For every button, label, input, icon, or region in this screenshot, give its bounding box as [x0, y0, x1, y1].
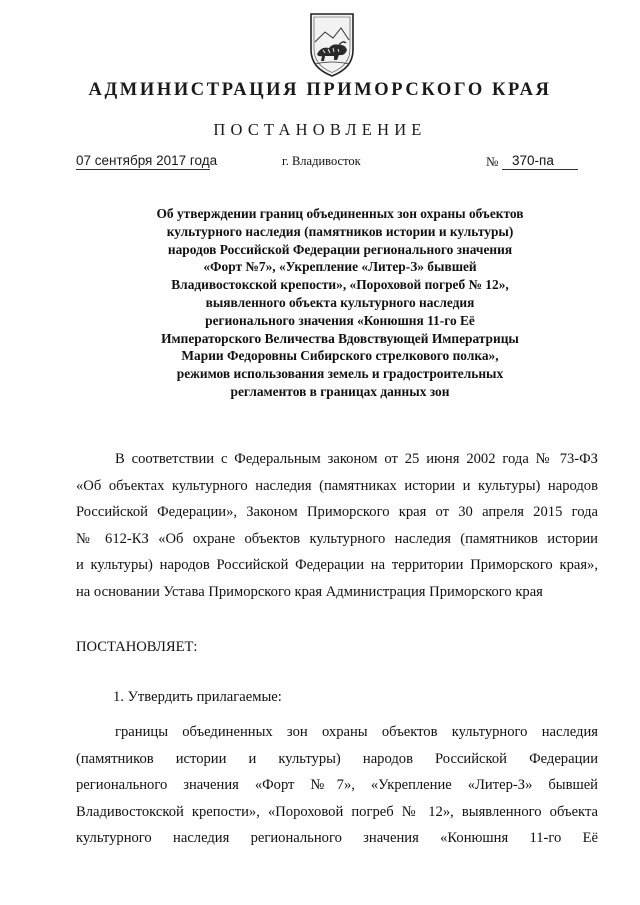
preamble-paragraph	[76, 446, 598, 605]
title-line: регламентов в границах данных зон	[230, 383, 450, 399]
document-title	[96, 205, 584, 401]
document-type: ПОСТАНОВЛЕНИЕ	[213, 120, 427, 139]
title-line: режимов использования земель и градостроительных	[176, 366, 504, 382]
paragraph-line: (памятников истории и культуры) народов Российской Федерации	[76, 750, 598, 767]
paragraph-line: культурного наследия регионального значения «Конюшня 11-го Её	[76, 830, 598, 846]
title-line: регионального значения «Конюшня 11-го Её	[205, 312, 475, 328]
document-number: 370-па	[502, 153, 578, 170]
paragraph-line: регионального значения «Форт №7», «Укрепление «Литер-З» бывшей	[76, 777, 598, 793]
title-line: Об утверждении границ объединенных зон охраны объектов	[156, 206, 524, 221]
title-line: Императорского Величества Вдовствующей Императрицы	[161, 330, 519, 346]
paragraph-line: Российской Федерации», Законом Приморского края от 30 апреля 2015 года	[76, 504, 598, 520]
paragraph-line: «Об объектах культурного наследия (памятниках истории и культуры) народов	[76, 477, 598, 494]
title-line: «Форт №7», «Укрепление «Литер-З» бывшей	[203, 259, 477, 275]
title-line: выявленного объекта культурного наследия	[205, 294, 475, 310]
organization-name: АДМИНИСТРАЦИЯ ПРИМОРСКОГО КРАЯ	[88, 80, 552, 100]
document-city: г. Владивосток	[282, 154, 361, 168]
paragraph-line: В соответствии с Федеральным законом от 25 июня 2002 года № 73-ФЗ	[115, 451, 598, 467]
decree-heading: ПОСТАНОВЛЯЕТ:	[76, 639, 198, 655]
document-date: 07 сентября 2017 года	[76, 153, 218, 168]
title-line: культурного наследия (памятников истории и культуры)	[166, 223, 514, 239]
item-1-heading: 1. Утвердить прилагаемые:	[113, 689, 282, 705]
title-line: народов Российской Федерации регионального значения	[167, 241, 513, 257]
paragraph-line: Владивостокской крепости», «Пороховой погреб № 12», выявленного объекта	[76, 803, 598, 820]
paragraph-line: границы объединенных зон охраны объектов культурного наследия	[115, 724, 598, 740]
paragraph-line: № 612-КЗ «Об охране объектов культурного наследия (памятников истории	[76, 530, 598, 547]
title-line: Марии Федоровны Сибирского стрелкового полка»,	[181, 348, 499, 364]
title-line: Владивостокской крепости», «Пороховой погреб № 12»,	[171, 277, 509, 293]
number-sign: №	[486, 154, 499, 169]
item-1-paragraph	[76, 719, 598, 852]
paragraph-line: на основании Устава Приморского края Администрация Приморского края	[76, 583, 543, 600]
paragraph-line: и культуры) народов Российской Федерации на территории Приморского края»,	[76, 557, 598, 573]
coat-of-arms-icon	[303, 10, 361, 78]
